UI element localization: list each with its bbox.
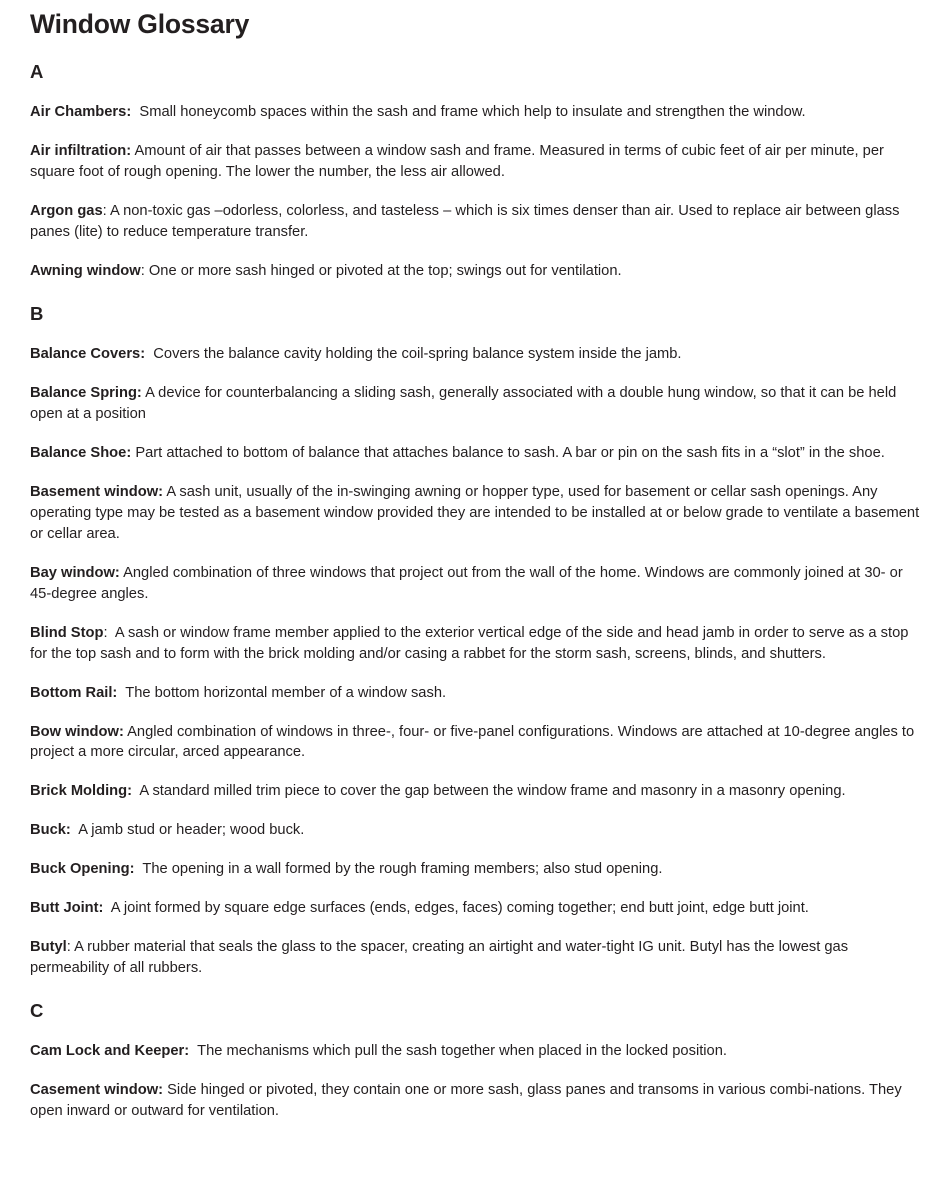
glossary-entry (30, 383, 920, 425)
glossary-entry (30, 937, 920, 979)
glossary-section-b (30, 303, 920, 979)
glossary-definition: A jamb stud or header; wood buck. (78, 822, 305, 839)
glossary-definition: The bottom horizontal member of a window sash. (125, 684, 447, 701)
glossary-entry (30, 859, 920, 880)
glossary-entry (30, 683, 920, 704)
glossary-term-separator: : (118, 723, 124, 740)
glossary-definition: A rubber material that seals the glass to the spacer, creating an airtight and water-tight IG unit. Butyl has the lowest gas permeability of all rubbers. (30, 939, 849, 977)
glossary-term: Air infiltration (30, 143, 127, 160)
glossary-term-gap (103, 900, 110, 916)
glossary-definition: Amount of air that passes between a window sash and frame. Measured in terms of cubic feet of air per minute, per square foot of rough opening. The lower the number, the less air allowed. (30, 143, 884, 181)
page-title: Window Glossary (30, 9, 250, 39)
glossary-term: Blind Stop (30, 624, 104, 641)
glossary-term: Awning window (30, 263, 141, 280)
glossary-definition: A sash or window frame member applied to the exterior vertical edge of the side and head jamb in order to serve as a stop for the top sash and to form with the brick molding and/or casing a rabbet for the storm sash, screens, blinds, and shutters. (30, 624, 909, 662)
glossary-section-a (30, 61, 920, 282)
glossary-entry (30, 820, 920, 841)
glossary-definition: Part attached to bottom of balance that attaches balance to sash. A bar or pin on the sash fits in a “slot” in the shoe. (135, 445, 885, 462)
glossary-term: Balance Covers (30, 346, 141, 363)
glossary-entry (30, 482, 920, 545)
glossary-term-separator: : (102, 203, 107, 220)
glossary-term-separator: : (126, 143, 132, 160)
glossary-sections (30, 61, 920, 1122)
glossary-term: Argon gas (30, 203, 103, 220)
glossary-term-separator: : (112, 684, 118, 701)
section-letter-heading: B (30, 303, 44, 325)
glossary-term: Balance Spring (30, 385, 137, 402)
glossary-term: Buck Opening (30, 861, 130, 878)
glossary-term: Air Chambers (30, 104, 127, 121)
glossary-entry (30, 563, 920, 605)
glossary-term-separator: : (103, 624, 108, 641)
glossary-term-separator: : (65, 822, 71, 839)
glossary-definition: Angled combination of three windows that project out from the wall of the home. Windows are commonly joined at 30- or 45-degree angles. (30, 564, 903, 602)
section-letter-heading: A (30, 61, 44, 83)
glossary-term-separator: : (66, 939, 71, 956)
glossary-definition: Small honeycomb spaces within the sash and frame which help to insulate and strengthen the window. (139, 104, 806, 121)
glossary-term-separator: : (129, 861, 135, 878)
glossary-definition: Side hinged or pivoted, they contain one or more sash, glass panes and transoms in various combi-nations. They open inward or outward for ventilation. (30, 1082, 902, 1120)
glossary-entry (30, 1041, 920, 1062)
glossary-definition: A non-toxic gas –odorless, colorless, and tasteless – which is six times denser than air. Used to replace air between glass panes (lite) to reduce temperature transfer. (30, 203, 900, 241)
glossary-term: Cam Lock and Keeper (30, 1043, 185, 1060)
glossary-definition: A standard milled trim piece to cover the gap between the window frame and masonry in a masonry opening. (139, 783, 846, 800)
glossary-entry (30, 102, 920, 123)
glossary-definition: A joint formed by square edge surfaces (ends, edges, faces) coming together; end butt joint, edge butt joint. (110, 900, 809, 917)
glossary-term-separator: : (158, 1082, 164, 1099)
glossary-term-separator: : (140, 346, 146, 363)
glossary-definition: The mechanisms which pull the sash together when placed in the locked position. (197, 1043, 727, 1060)
glossary-definition: A device for counterbalancing a sliding sash, generally associated with a double hung window, so that it can be held open at a position (30, 385, 897, 423)
glossary-definition: Angled combination of windows in three-, four- or five-panel configurations. Windows are attached at 10-degree angles to project a more circular, arced appearance. (30, 723, 915, 761)
glossary-entry (30, 781, 920, 802)
glossary-term: Buck (30, 822, 66, 839)
glossary-entry (30, 898, 920, 919)
glossary-entry (30, 141, 920, 183)
glossary-entry (30, 443, 920, 464)
glossary-term: Balance Shoe (30, 445, 127, 462)
glossary-entry (30, 1080, 920, 1122)
glossary-term-separator: : (140, 263, 145, 280)
glossary-definition: Covers the balance cavity holding the coil-spring balance system inside the jamb. (153, 346, 682, 363)
glossary-term: Casement window (30, 1082, 159, 1099)
glossary-term: Butyl (30, 939, 67, 956)
glossary-section-c (30, 1000, 920, 1122)
glossary-term: Brick Molding (30, 783, 128, 800)
glossary-definition: The opening in a wall formed by the rough framing members; also stud opening. (142, 861, 663, 878)
glossary-definition: One or more sash hinged or pivoted at the top; swings out for ventilation. (148, 263, 622, 280)
glossary-term: Butt Joint (30, 900, 99, 917)
glossary-term-separator: : (114, 564, 120, 581)
glossary-term-separator: : (184, 1043, 190, 1060)
glossary-term-separator: : (158, 484, 164, 501)
glossary-term: Bay window (30, 564, 115, 581)
glossary-term: Bottom Rail (30, 684, 113, 701)
section-letter-heading: C (30, 1000, 44, 1022)
glossary-definition: A sash unit, usually of the in-swinging awning or hopper type, used for basement or cellar sash openings. Any operating type may be tested as a basement window provided they are intended to be installed at or below grade to ventilate a basement or cellar area. (30, 484, 920, 542)
glossary-term-separator: : (127, 783, 133, 800)
glossary-entry (30, 722, 920, 764)
glossary-term: Basement window (30, 484, 159, 501)
glossary-term-separator: : (126, 104, 132, 121)
glossary-term-separator: : (136, 385, 142, 402)
glossary-entry (30, 344, 920, 365)
glossary-term-separator: : (98, 900, 104, 917)
glossary-entry (30, 261, 920, 282)
glossary-term-gap (189, 1043, 197, 1059)
glossary-term-gap (108, 625, 115, 641)
glossary-term: Bow window (30, 723, 119, 740)
glossary-entry (30, 623, 920, 665)
glossary-entry (30, 201, 920, 243)
glossary-term-separator: : (126, 445, 132, 462)
